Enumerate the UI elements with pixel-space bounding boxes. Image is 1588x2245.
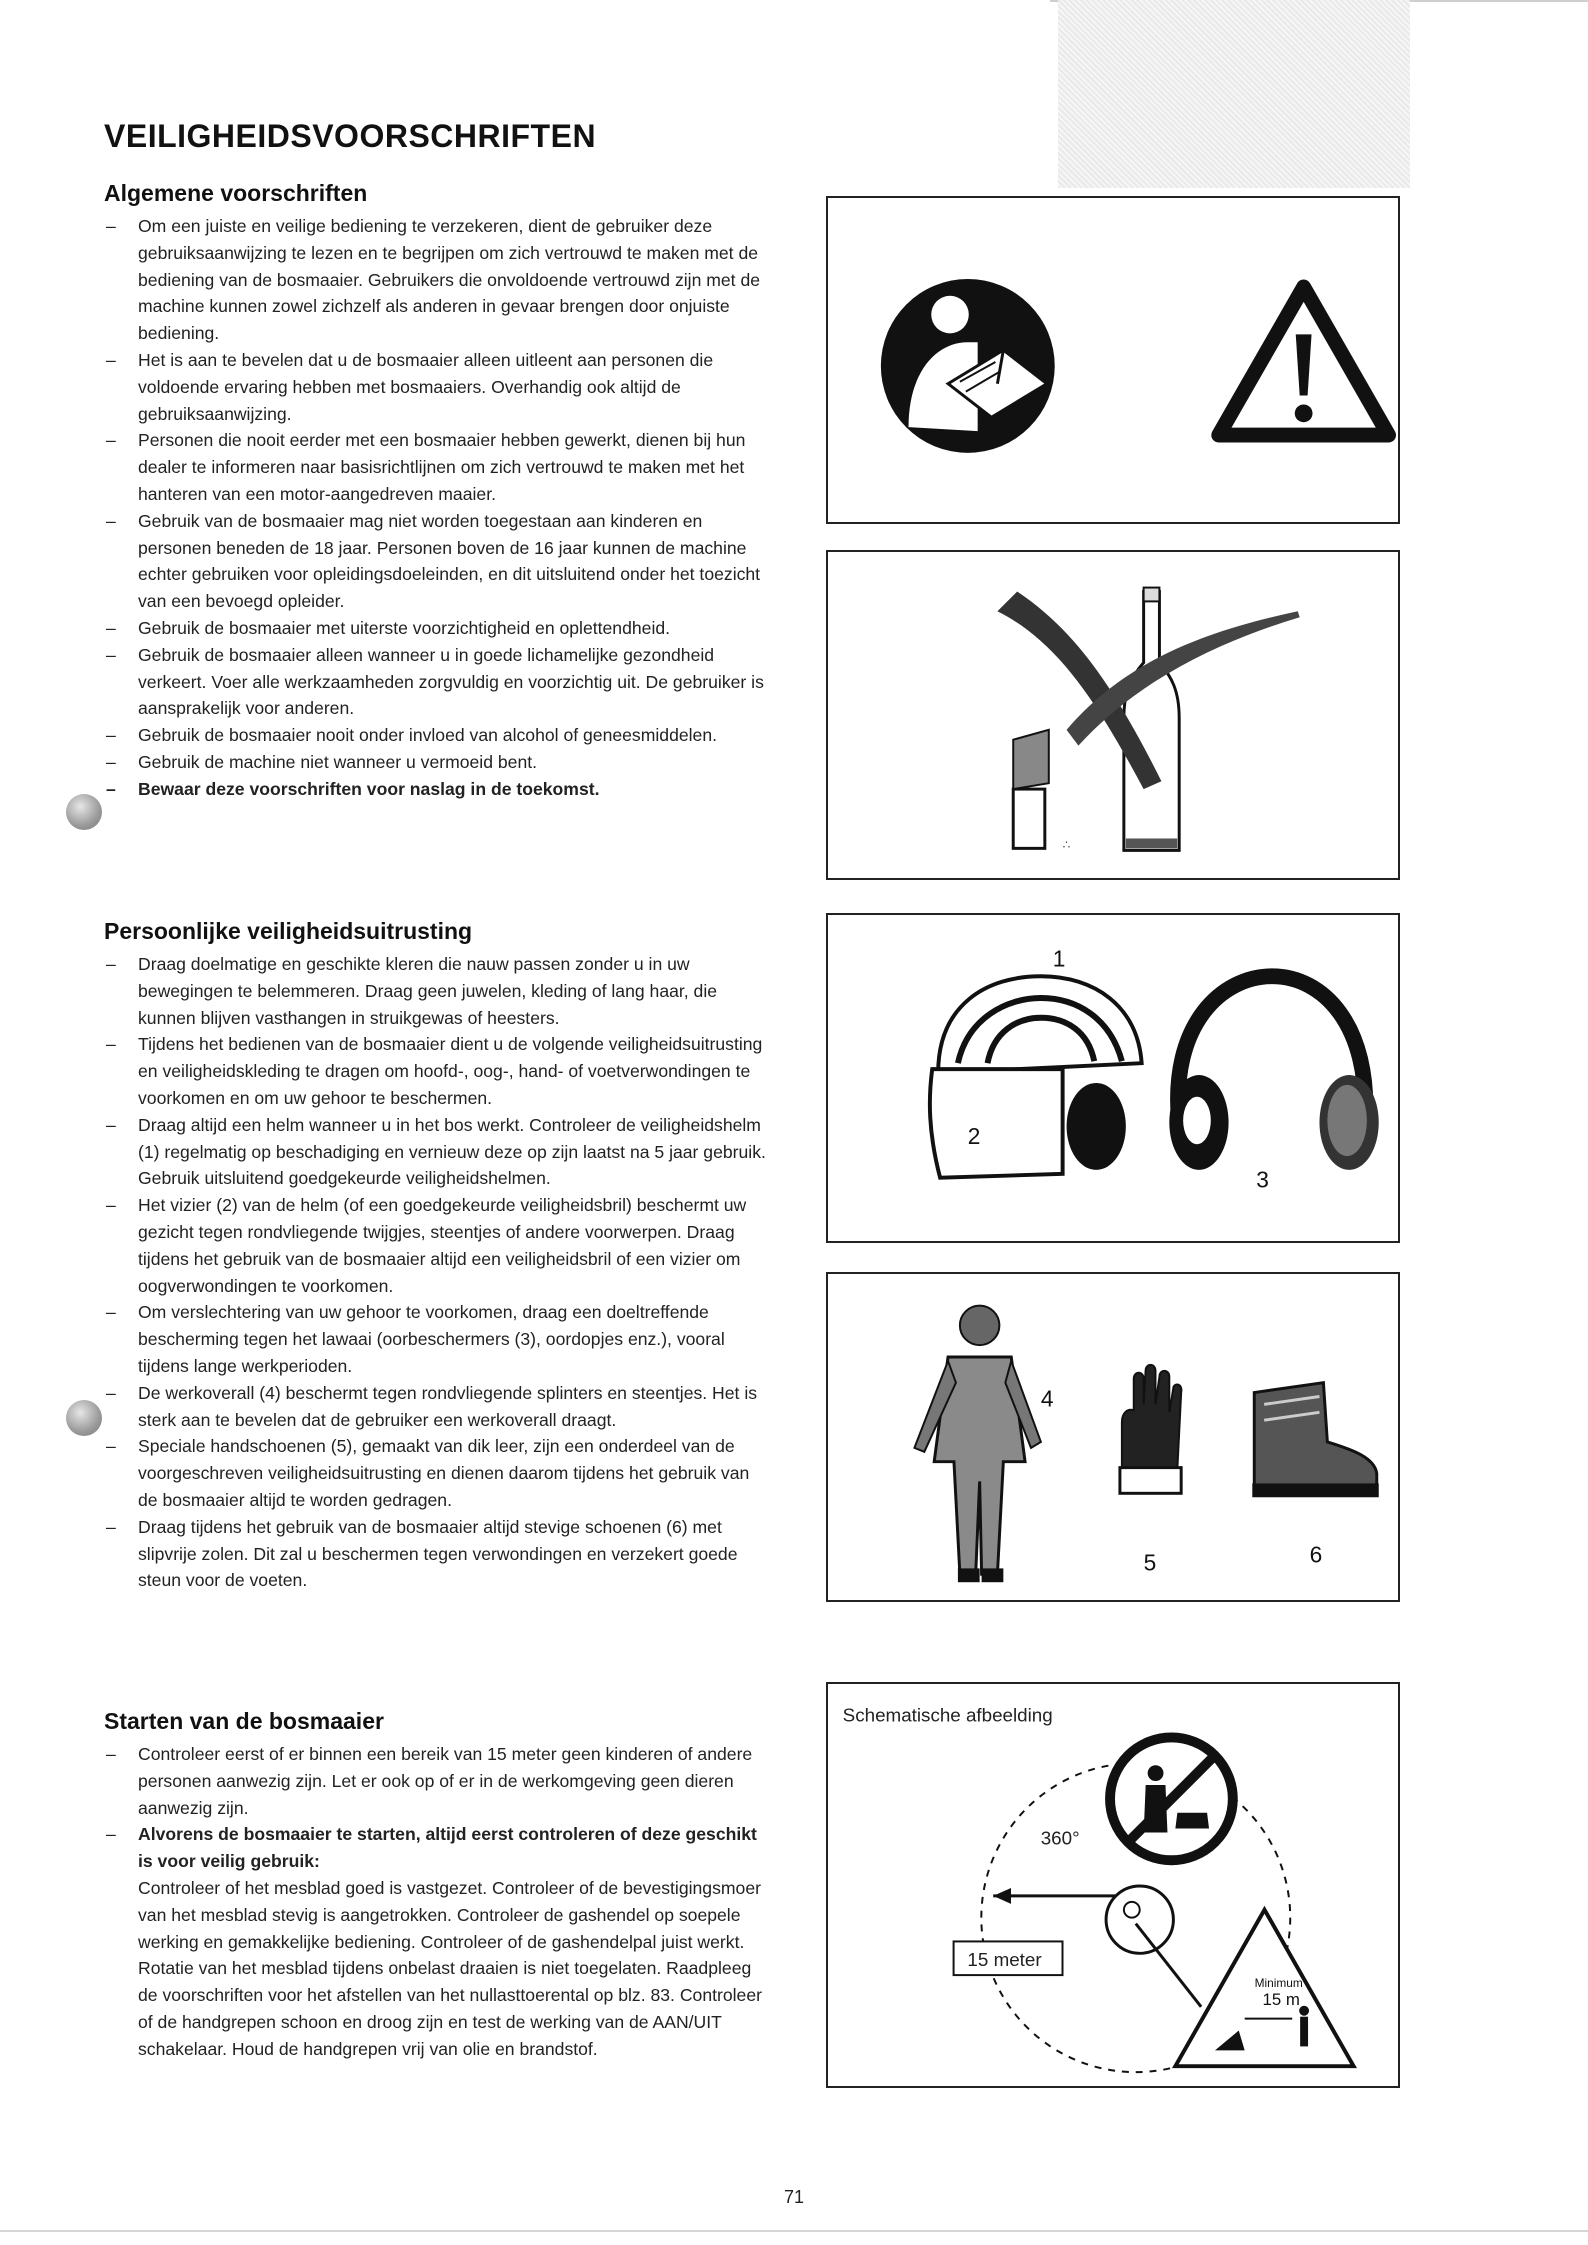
figure-schematic	[826, 1682, 1400, 2088]
check-text: Controleer of het mesblad goed is vastgezet. Controleer of de bevestigingsmoer van het mesblad stevig is aangetrokken. Controleer de gashendel op soepele werking en gemakkelijke bediening. Controleer of de gashendelpal juist werkt. Rotatie van het mesblad tijdens onbelast draaien is niet toegelaten. Raadpleeg de voorschriften voor het afstellen van het nullasttoerental op blz. 83. Controleer of de handgrepen schoon en droog zijn en test de werking van de AAN/UIT schakelaar. Houd de handgrepen vrij van olie en brandstof.	[138, 1877, 762, 2059]
list-item: – Om verslechtering van uw gehoor te voorkomen, draag een doeltreffende bescherming tegen het lawaai (oorbeschermers (3), oordopjes enz.), vooral tijdens lange werkperioden.	[104, 1299, 768, 1379]
minimum-distance-sign	[1175, 1910, 1353, 2066]
rules-list	[104, 1741, 768, 2063]
figure-manual-warning	[826, 196, 1400, 524]
list-item: – Gebruik de bosmaaier met uiterste voorzichtigheid en oplettendheid.	[104, 615, 768, 642]
label-gloves: 5	[1143, 1549, 1157, 1576]
list-item: – Om een juiste en veilige bediening te verzekeren, dient de gebruiker deze gebruiksaanwijzing te lezen en te begrijpen om zich vertrouwd te maken met de bediening van de bosmaaier. Gebruikers die onvoldoende vertrouwd zijn met de machine kunnen zowel zichzelf als anderen in gevaar brengen door onjuiste bediening.	[104, 213, 768, 347]
page-title: VEILIGHEIDSVOORSCHRIFTEN	[104, 118, 597, 154]
list-item: – Gebruik de bosmaaier nooit onder invloed van alcohol of geneesmiddelen.	[104, 722, 768, 749]
section-persoonlijke-uitrusting	[104, 918, 768, 1594]
section-algemene-voorschriften	[104, 180, 768, 803]
operator-icon	[1106, 1886, 1201, 2007]
label-earmuffs: 3	[1256, 1166, 1269, 1193]
page-number: 71	[784, 2187, 805, 2207]
check-heading: Alvorens de bosmaaier te starten, altijd eerst controleren of deze geschikt is voor veilig gebruik:	[138, 1824, 757, 1872]
arrow-head	[993, 1888, 1011, 1904]
svg-text:∴: ∴	[1062, 837, 1071, 852]
earmuffs-icon	[1169, 976, 1378, 1170]
list-item: – Tijdens het bedienen van de bosmaaier dient u de volgende veiligheidsuitrusting en veiligheidskleding te dragen om hoofd-, oog-, hand- of voetverwondingen te voorkomen en om uw gehoor te beschermen.	[104, 1031, 768, 1111]
list-item: – Gebruik van de bosmaaier mag niet worden toegestaan aan kinderen en personen beneden de 18 jaar. Personen boven de 16 jaar kunnen de machine echter gebruiken voor opleidingsdoeleinden, en dit uitsluitend onder het toezicht van een bevoegd opleider.	[104, 508, 768, 615]
distance-label: 15 meter	[967, 1949, 1042, 1971]
label-boots: 6	[1309, 1541, 1323, 1568]
list-item: – Controleer eerst of er binnen een bereik van 15 meter geen kinderen of andere personen aanwezig zijn. Let er ook op of er in de werkomgeving geen dieren aanwezig zijn.	[104, 1741, 768, 1821]
boot-icon	[1252, 1383, 1378, 1498]
rules-list	[104, 951, 768, 1594]
angle-label: 360°	[1040, 1827, 1080, 1849]
helmet-earmuffs-svg	[828, 915, 1398, 1241]
list-item: – Draag doelmatige en geschikte kleren die nauw passen zonder u in uw bewegingen te belemmeren. Draag geen juwelen, kleding of lang haar, die kunnen blijven vasthangen in struikgewas of heesters.	[104, 951, 768, 1031]
punch-hole	[66, 1400, 102, 1436]
list-item: – Draag tijdens het gebruik van de bosmaaier altijd stevige schoenen (6) met slipvrije zolen. Dit zal u beschermen tegen verwondingen en verzekert goede steun voor de voeten.	[104, 1514, 768, 1594]
list-item: – De werkoverall (4) beschermt tegen rondvliegende splinters en steentjes. Het is sterk aan te bevelen dat de gebruiker een werkoverall draagt.	[104, 1380, 768, 1434]
bottle-icon	[1124, 588, 1179, 851]
scan-artifact	[1058, 0, 1410, 188]
no-persons-icon	[1110, 1737, 1233, 1860]
rules-list	[104, 213, 768, 803]
schematic-svg	[828, 1684, 1398, 2086]
figure-no-alcohol	[826, 550, 1400, 880]
list-item	[104, 1821, 768, 2062]
section-starten-bosmaaier	[104, 1708, 768, 2063]
list-item: – Het vizier (2) van de helm (of een goedgekeurde veiligheidsbril) beschermt uw gezicht tegen rondvliegende twijgjes, steentjes of andere voorwerpen. Draag tijdens het gebruik van de bosmaaier altijd een veiligheidsbril of een vizier om oogverwondingen te voorkomen.	[104, 1192, 768, 1299]
section-heading: Algemene voorschriften	[104, 180, 368, 206]
minimum-distance-label: 15 m	[1262, 1989, 1300, 2009]
scan-edge-bottom	[0, 2230, 1588, 2232]
overall-gloves-boots-svg	[828, 1274, 1398, 1600]
medicine-icon	[1013, 730, 1070, 852]
no-alcohol-svg	[828, 552, 1398, 878]
glove-icon	[1120, 1365, 1182, 1493]
section-heading: Starten van de bosmaaier	[104, 1708, 384, 1734]
label-overall: 4	[1040, 1385, 1054, 1412]
list-item: – Speciale handschoenen (5), gemaakt van dik leer, zijn een onderdeel van de voorgeschreven veiligheidsuitrusting en dienen daarom tijdens het gebruik van de bosmaaier altijd te worden gedragen.	[104, 1433, 768, 1513]
section-heading: Persoonlijke veiligheidsuitrusting	[104, 918, 473, 944]
worker-icon	[914, 1306, 1040, 1583]
figure-overall-gloves-boots	[826, 1272, 1400, 1602]
list-item: – Draag altijd een helm wanneer u in het bos werkt. Controleer de veiligheidshelm (1) regelmatig op beschadiging en vernieuw deze op zijn laatst na 5 jaar gebruik. Gebruik uitsluitend goedgekeurde veiligheidshelmen.	[104, 1112, 768, 1192]
list-item-bold: – Bewaar deze voorschriften voor naslag in de toekomst.	[104, 776, 768, 803]
list-item: – Personen die nooit eerder met een bosmaaier hebben gewerkt, dienen bij hun dealer te informeren naar basisrichtlijnen om zich vertrouwd te maken met het hanteren van een motor-aangedreven maaier.	[104, 427, 768, 507]
list-item: – Gebruik de machine niet wanneer u vermoeid bent.	[104, 749, 768, 776]
read-manual-icon	[881, 279, 1055, 453]
figure-helmet-earmuffs	[826, 913, 1400, 1243]
list-item: – Het is aan te bevelen dat u de bosmaaier alleen uitleent aan personen die voldoende ervaring hebben met bosmaaiers. Overhandig ook altijd de gebruiksaanwijzing.	[104, 347, 768, 427]
list-item: – Gebruik de bosmaaier alleen wanneer u in goede lichamelijke gezondheid verkeert. Voer alle werkzaamheden zorgvuldig en voorzichtig uit. De gebruiker is aansprakelijk voor anderen.	[104, 642, 768, 722]
schematic-caption: Schematische afbeelding	[842, 1704, 1053, 1726]
helmet-icon	[930, 976, 1142, 1178]
label-helmet: 1	[1052, 945, 1066, 972]
punch-hole	[66, 794, 102, 830]
manual-warning-svg	[828, 198, 1398, 522]
minimum-label: Minimum	[1254, 1975, 1303, 1990]
warning-triangle-icon	[1219, 287, 1389, 435]
label-visor: 2	[967, 1123, 981, 1150]
